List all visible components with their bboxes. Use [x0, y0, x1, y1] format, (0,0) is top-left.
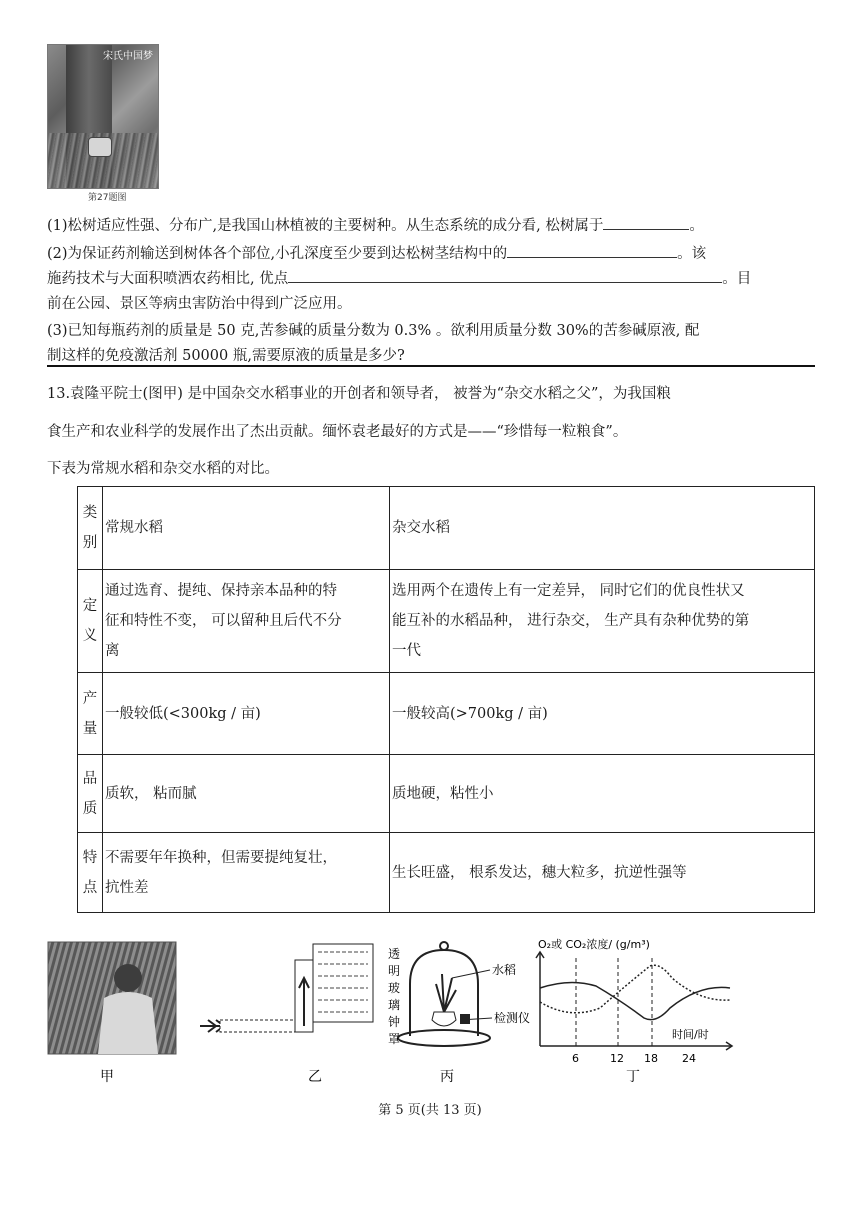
- figure-label-bing: 丙: [440, 1069, 454, 1085]
- injection-bottle-shape: [88, 137, 112, 157]
- tree-injection-photo: [47, 44, 159, 189]
- hybrid-rice-cell-line: 能互补的水稻品种， 进行杂交， 生产具有杂种优势的第: [392, 613, 750, 629]
- bing-rice-label: 水稻: [492, 963, 517, 977]
- category-cell: [78, 487, 103, 570]
- hybrid-rice-cell-line: 杂交水稻: [392, 520, 450, 536]
- figure-label-ding: 丁: [626, 1069, 640, 1085]
- bing-side-label-1: 透: [388, 947, 401, 961]
- q12-part3-line2: 制这样的免疫激活剂 50000 瓶,需要原液的质量是多少?: [47, 348, 405, 364]
- conventional-rice-cell: [103, 487, 390, 570]
- category-cell: [78, 755, 103, 833]
- category-cell-line: 产: [82, 690, 98, 707]
- figure-jia-photo: [48, 942, 176, 1054]
- figure-label-yi: 乙: [308, 1069, 322, 1085]
- hybrid-rice-cell: [390, 487, 815, 570]
- ding-y-axis-label: O₂或 CO₂浓度/ (g/m³): [538, 938, 650, 951]
- table-row: [78, 833, 815, 913]
- hybrid-rice-cell-line: 质地硬，粘性小: [392, 785, 494, 802]
- conventional-rice-cell-line: 质软， 粘而腻: [105, 785, 197, 802]
- bing-side-label-4: 璃: [388, 998, 401, 1012]
- conventional-rice-cell-line: 一般较低(<300kg / 亩): [105, 705, 261, 722]
- ding-tick-6: 6: [572, 1052, 579, 1065]
- hybrid-rice-cell: [390, 833, 815, 913]
- category-cell-line: 特: [82, 849, 98, 866]
- rice-comparison-table: [77, 486, 815, 913]
- q13-line2: 食生产和农业科学的发展作出了杰出贡献。缅怀袁老最好的方式是——“珍惜每一粒粮食”。: [47, 424, 628, 440]
- figure-label-jia: 甲: [100, 1069, 114, 1085]
- conventional-rice-cell: [103, 570, 390, 673]
- bing-detector-label: 检测仪: [494, 1011, 531, 1025]
- answer-blank-3[interactable]: [288, 268, 722, 283]
- section-divider: [47, 365, 815, 367]
- q12-part1: (1)松树适应性强、分布广,是我国山林植被的主要树种。从生态系统的成分看, 松树属于 。: [47, 215, 704, 237]
- conventional-rice-cell-line: 抗性差: [105, 879, 149, 896]
- conventional-rice-cell-line: 征和特性不变， 可以留种且后代不分: [105, 613, 342, 629]
- answer-blank-1[interactable]: [603, 215, 689, 230]
- conventional-rice-cell-line: 常规水稻: [105, 520, 163, 536]
- q12-part2-line1: (2)为保证药剂输送到树体各个部位,小孔深度至少要到达松树茎结构中的 。该: [47, 243, 706, 265]
- bing-side-label-5: 钟: [388, 1015, 401, 1029]
- bing-side-label-3: 玻: [388, 981, 401, 995]
- category-cell: [78, 673, 103, 755]
- answer-blank-2[interactable]: [507, 243, 677, 258]
- photo-caption-text: 宋氏中国梦: [103, 51, 153, 62]
- q12-part3-line1: (3)已知每瓶药剂的质量是 50 克,苦参碱的质量分数为 0.3% 。欲利用质量分数 30%的苦参碱原液, 配: [47, 323, 700, 339]
- category-cell-line: 量: [82, 720, 98, 737]
- q12-part2-line2: 施药技术与大面积喷洒农药相比, 优点 。目: [47, 268, 751, 290]
- hybrid-rice-cell-line: 一代: [392, 643, 421, 659]
- category-cell-line: 别: [82, 535, 98, 551]
- category-cell-line: 义: [82, 628, 98, 644]
- hybrid-rice-cell: [390, 755, 815, 833]
- ding-tick-18: 18: [644, 1052, 658, 1065]
- table-row: [78, 487, 815, 570]
- figure-bing-bell-jar: [398, 942, 492, 1046]
- bing-side-label-6: 罩: [388, 1032, 401, 1046]
- table-row: [78, 570, 815, 673]
- hybrid-rice-cell: [390, 673, 815, 755]
- figure-caption: 第27题图: [88, 193, 127, 203]
- category-cell-line: 品: [82, 770, 98, 787]
- category-cell-line: 类: [82, 505, 98, 521]
- ding-tick-12: 12: [610, 1052, 624, 1065]
- conventional-rice-cell-line: 通过选育、提纯、保持亲本品种的特: [105, 583, 337, 599]
- category-cell-line: 点: [82, 879, 98, 896]
- category-cell-line: 定: [82, 598, 98, 614]
- bing-side-label-2: 明: [388, 964, 401, 978]
- page-footer: 第 5 页(共 13 页): [378, 1103, 482, 1118]
- conventional-rice-cell: [103, 755, 390, 833]
- hybrid-rice-cell-line: 生长旺盛， 根系发达，穗大粒多，抗逆性强等: [392, 864, 687, 881]
- conventional-rice-cell: [103, 833, 390, 913]
- hybrid-rice-cell-line: 选用两个在遗传上有一定差异， 同时它们的优良性状又: [392, 583, 745, 599]
- conventional-rice-cell: [103, 673, 390, 755]
- category-cell: [78, 833, 103, 913]
- figure-yi-diagram: [200, 944, 373, 1032]
- category-cell: [78, 570, 103, 673]
- hybrid-rice-cell-line: 一般较高(>700kg / 亩): [392, 705, 548, 722]
- rice-figures: [40, 938, 740, 1088]
- ding-x-axis-label: 时间/时: [672, 1028, 709, 1041]
- q12-part2-line3: 前在公园、景区等病虫害防治中得到广泛应用。: [47, 296, 352, 312]
- q13-line1: 13.袁隆平院士(图甲) 是中国杂交水稻事业的开创者和领导者， 被誉为“杂交水稻之父”，为我国粮: [47, 386, 671, 402]
- table-row: [78, 673, 815, 755]
- category-cell-line: 质: [82, 800, 98, 817]
- q13-line3: 下表为常规水稻和杂交水稻的对比。: [47, 461, 279, 477]
- hybrid-rice-cell: [390, 570, 815, 673]
- conventional-rice-cell-line: 不需要年年换种，但需要提纯复壮，: [105, 849, 337, 866]
- ding-tick-24: 24: [682, 1052, 696, 1065]
- table-row: [78, 755, 815, 833]
- conventional-rice-cell-line: 离: [105, 643, 120, 659]
